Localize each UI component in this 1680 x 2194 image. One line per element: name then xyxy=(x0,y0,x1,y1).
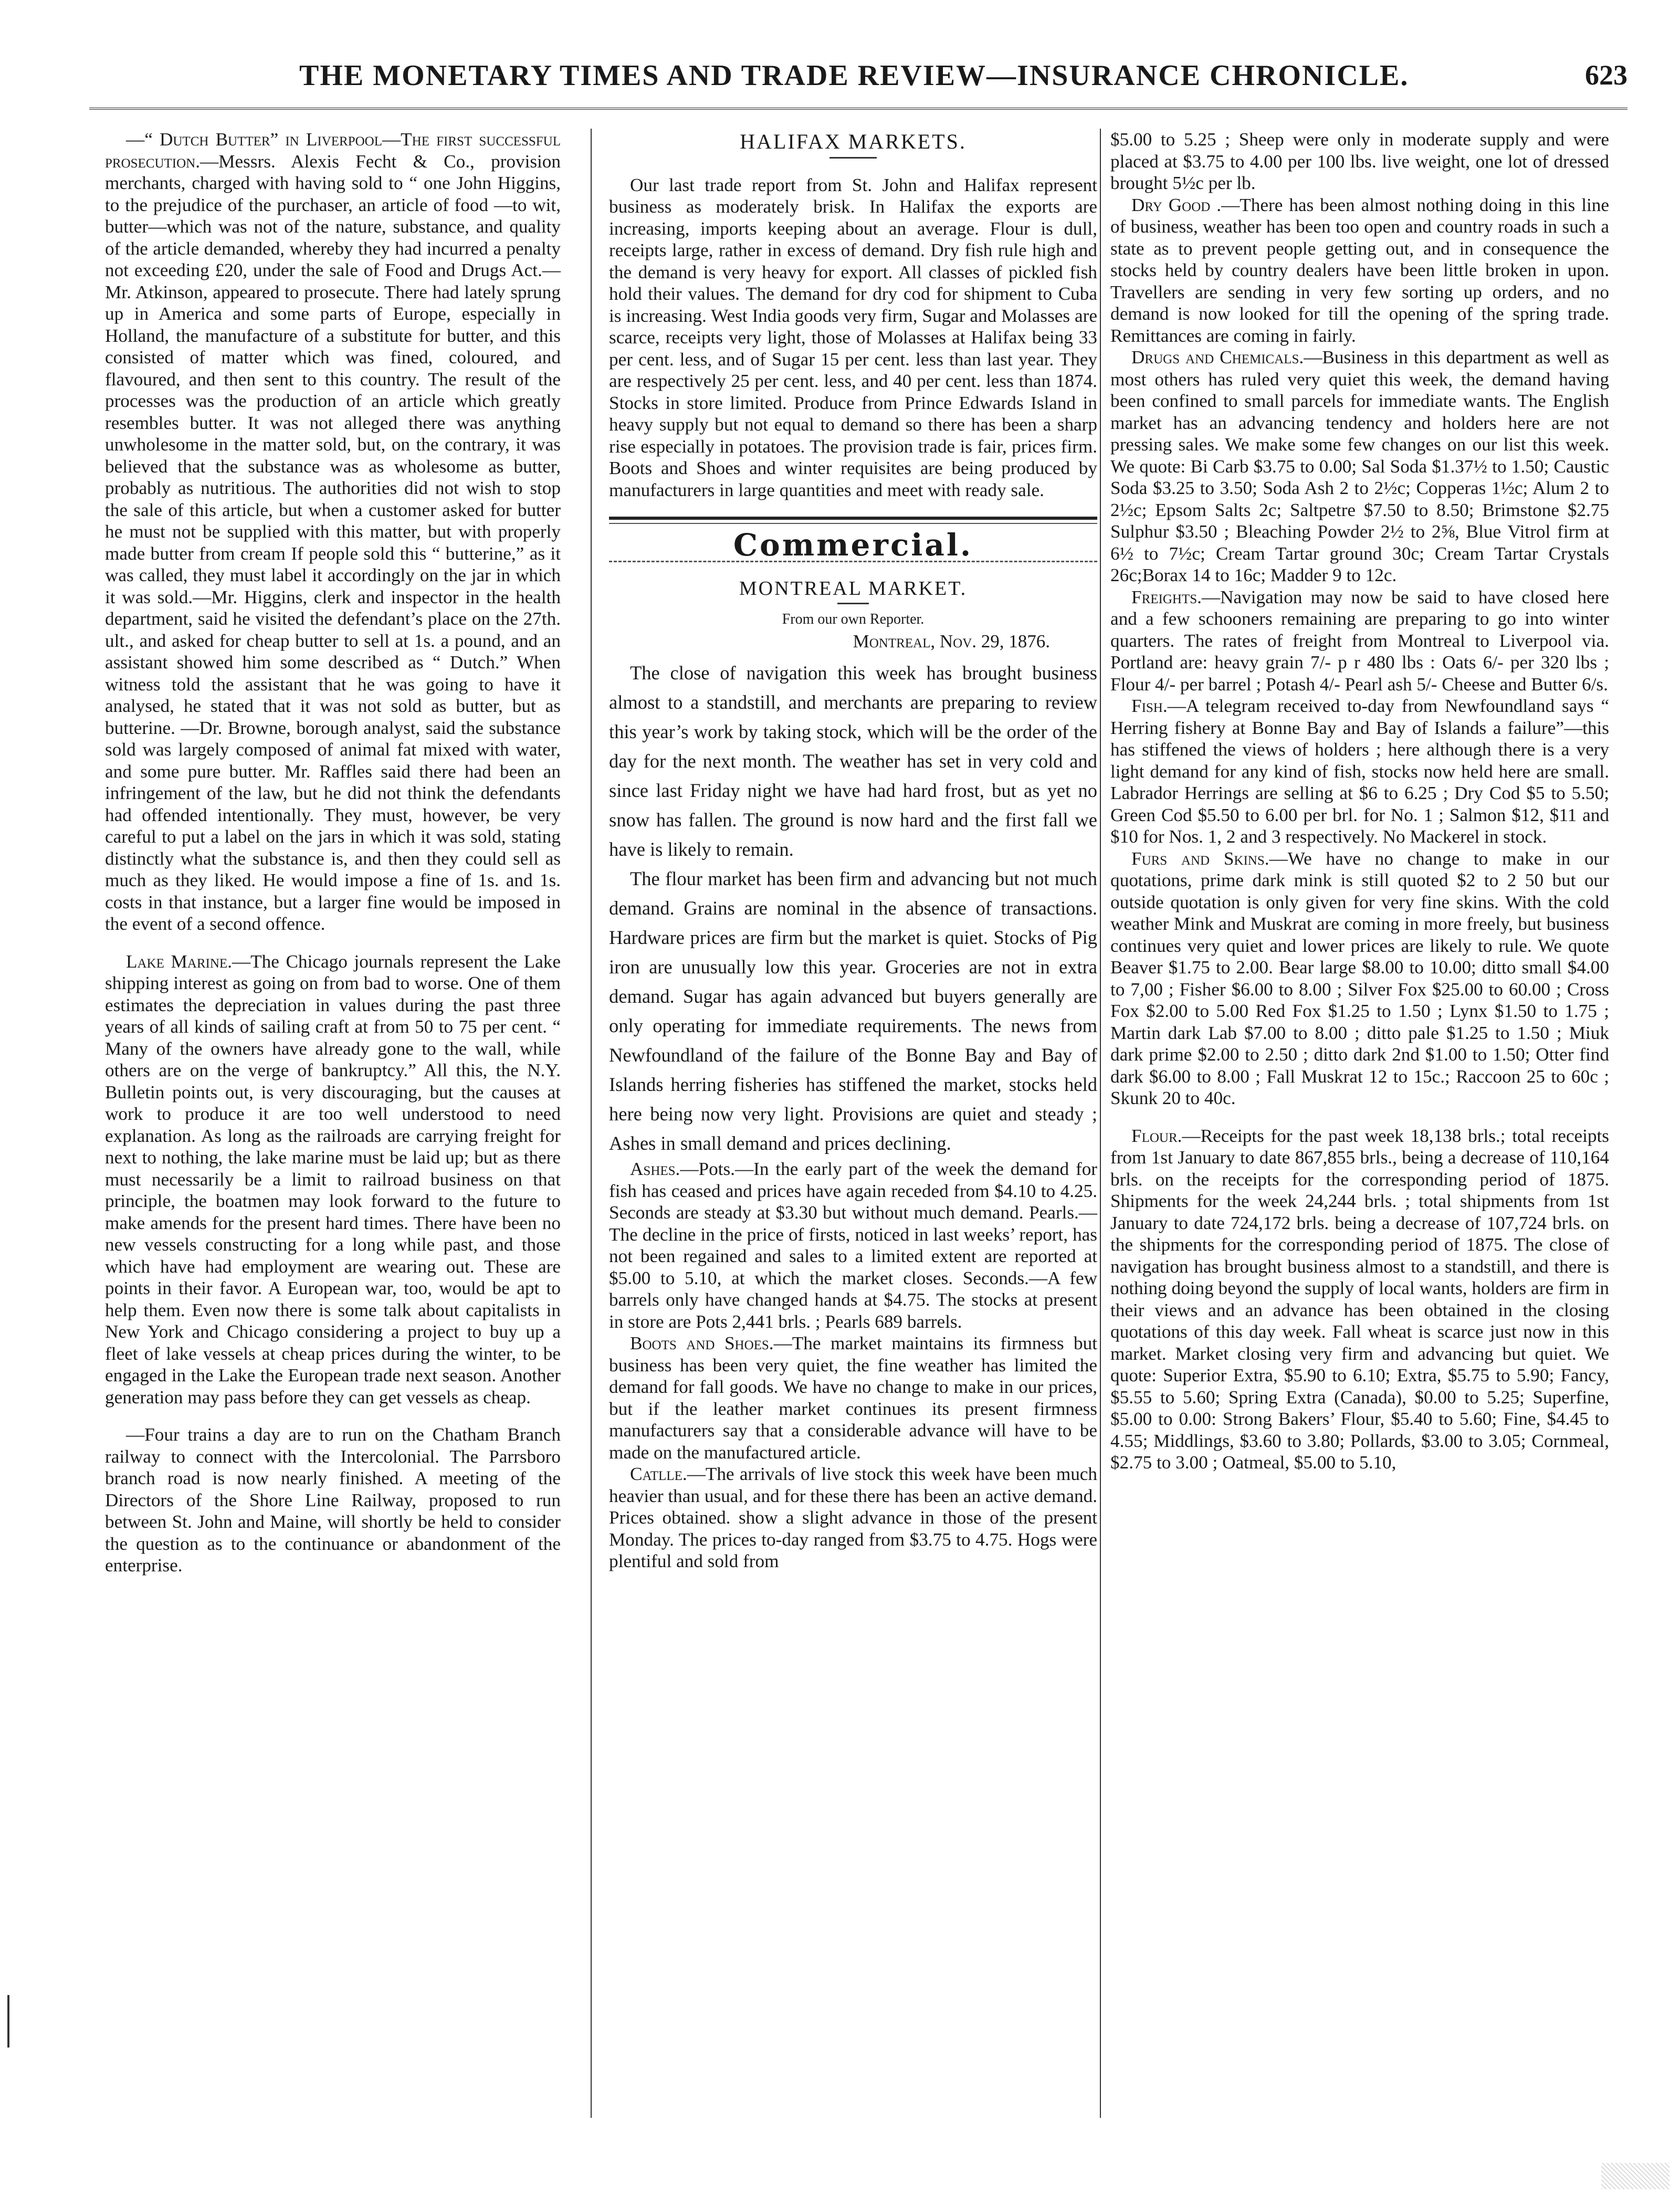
short-rule xyxy=(830,157,877,159)
page-header xyxy=(89,59,1628,106)
margin-mark xyxy=(7,1995,9,2048)
column-right xyxy=(1110,129,1609,2126)
report-text: —Pots.—In the early part of the week the demand for fish has ceased and prices have again receded from $4.10 to 4.25. Seconds are steady at $3.30 but without much demand. Pearls.—The decline in the price of firsts, noticed in last weeks’ report, has not been regained and sales to a limited extent are reported at $5.00 to 5.10, at which the market closes. Seconds.—A few barrels only have changed hands at $4.75. The stocks at present in store are Pots 2,441 brls. ; Pearls 689 barrels. xyxy=(609,1159,1097,1332)
column-left xyxy=(105,129,561,2126)
report-lead: Flour. xyxy=(1131,1125,1182,1146)
article-text: Messrs. Alexis Fecht & Co., provision merchants, charged with having sold to “ one John Higgins, to the prejudice of the purchaser, an article of food —to wit, butter—which was not of the nature, substance, and quality of the article demanded, whereby they had incurred a penalty not exceeding £20, under the sale of Food and Drugs Act.—Mr. Atkinson, appeared to prosecute. There had lately sprung up in America and some parts of Europe, especially in Holland, the manufacture of a substitute for butter, and this consisted of matter which was fined, coloured, and flavoured, and then sent to this country. The result of the processes was the production of an article which greatly resembles butter. It was not alleged there was anything unwholesome in the matter sold, but, on the contrary, it was believed that the substance was as wholesome as butter, probably as nutritious. The authorities did not wish to stop the sale of this article, but when a customer asked for butter he must not be supplied with this matter, but with properly made butter from cream If people sold this “ butterine,” as it was called, they must label it accordingly on the jar in which it was sold.—Mr. Higgins, clerk and inspector in the health department, said he visited the defendant’s place on the 27th. ult., and asked for cheap butter to sell at 1s. a pound, and an assistant showed him some described as “ Dutch.” When witness told the assistant that he was going to have it analysed, he stated that it was not sold as butter, but as butterine. —Dr. Browne, borough analyst, said the substance sold was largely composed of animal fat mixed with water, and some pure butter. Mr. Raffles said there had been an infringement of the law, but he did not think the defendants had offended intentionally. They must, however, be very careful to put a label on the jars in which it was sold, stating distinctly what the substance is, and then they could sell as much as they liked. He would impose a fine of 1s. and 1s. costs in that instance, but a larger fine would be imposed in the event of a second offence. xyxy=(105,151,561,934)
montreal-heading: MONTREAL MARKET. xyxy=(739,577,968,600)
article-lead: —“ Dutch Butter” in Liverpool—The first successful prosecution.— xyxy=(105,129,561,172)
report-lead: Boots and Shoes. xyxy=(630,1333,774,1353)
report-text: —The market maintains its firmness but business has been very quiet, the fine weather has limited the demand for fall goods. We have no change to make in our prices, but if the leather market continues its present firmness manufacturers say that a considerable advance will have to be made on the manufactured article. xyxy=(609,1333,1097,1463)
scan-artifact xyxy=(1601,2163,1670,2189)
report-lead: Freights. xyxy=(1131,586,1202,607)
report-lead: Ashes. xyxy=(630,1159,680,1179)
report-lead: Dry Good . xyxy=(1131,194,1222,215)
article-lake-marine xyxy=(105,951,561,1409)
report-lead: Furs and Skins. xyxy=(1131,848,1269,869)
report-text: —There has been almost nothing doing in this line of business, weather has been too open and country roads in such a state as to prevent people getting out, and in consequence the stocks held by country dealers have been little broken in upon. Travellers are sending in very few sorting up orders, and no demand is now looked for till the opening of the spring trade. Remittances are coming in fairly. xyxy=(1110,194,1610,346)
column-divider xyxy=(1100,129,1101,2118)
flour-report xyxy=(1110,1125,1609,1474)
byline: From our own Reporter. xyxy=(782,611,925,627)
section-rule xyxy=(609,523,1097,524)
header-rule xyxy=(89,108,1628,110)
article-text: —The Chicago journals represent the Lake shipping interest as going on from bad to worse. One of them estimates the depreciation in values during the past three years of all kinds of sailing craft at from 50 to 75 per cent. “ Many of the owners have already gone to the wall, while others are on the verge of bankruptcy.” All this, the N.Y. Bulletin points out, is very discouraging, but the causes at work to produce it are too well understood to need explanation. As long as the railroads are carrying freight for next to nothing, the lake marine must be laid up; but as there must necessarily be a limit to railroad business on that principle, the boatmen may look forward to the future to make amends for the present hard times. There have been no new vessels constructing for a long while past, and those which have had employment are wearing out. These are points in their favor. A European war, too, would be apt to help them. Even now there is some talk about capitalists in New York and Chicago considering a project to buy up a fleet of lake vessels at cheap prices during the winter, to be engaged in the Lake the European trade next season. Another generation may pass before they can get vessels as cheap. xyxy=(105,951,561,1408)
article-dutch-butter xyxy=(105,129,561,935)
continued-text: $5.00 to 5.25 ; Sheep were only in moderate supply and were placed at $3.75 to 4.00 per 100 lbs. live weight, one lot of dressed brought 5½c per lb. xyxy=(1110,129,1609,193)
report-text: —A telegram received to-day from Newfoundland says “ Herring fishery at Bonne Bay and Bay of Islands a failure”—this has stiffened the views of holders ; here although there is a very light demand for any kind of fish, stocks now held here are small. Labrador Herrings are selling at $6 to 6.25 ; Dry Cod $5 to 5.50; Green Cod $5.50 to 6.00 per brl. for No. 1 ; Salmon $12, $11 and $10 for Nos. 1, 2 and 3 respectively. No Mackerel in stock. xyxy=(1110,696,1609,847)
dateline: Montreal, Nov. 29, 1876. xyxy=(853,631,1050,652)
report-text: —We have no change to make in our quotations, prime dark mink is still quoted $2 to 2 50 but our outside quotation is only given for very fine skins. With the cold weather Mink and Muskrat are coming in more freely, but business continues very quiet and lower prices are likely to rule. We quote Beaver $1.75 to 2.00. Bear large $8.00 to 10.00; ditto small $4.00 to 7,00 ; Fisher $6.00 to 8.00 ; Silver Fox $25.00 to 60.00 ; Cross Fox $2.00 to 5.00 Red Fox $1.25 to 1.50 ; Lynx $1.50 to 1.75 ; Martin dark Lab $7.00 to 8.00 ; ditto pale $1.25 to 1.50 ; Miuk dark prime $2.00 to 2.50 ; ditto dark 2nd $1.00 to 1.50; Otter find dark $6.00 to 8.00 ; Fall Muskrat 12 to 15c.; Raccoon 25 to 60c ; Skunk 20 to 40c. xyxy=(1110,848,1609,1108)
boots-report xyxy=(609,1332,1097,1463)
report-lead: Drugs and Chemicals. xyxy=(1131,347,1304,368)
short-rule xyxy=(837,603,869,604)
section-rule xyxy=(609,517,1097,520)
furs-report xyxy=(1110,848,1609,1109)
cattle-report xyxy=(609,1463,1097,1572)
commercial-heading: Commercial. xyxy=(733,527,973,563)
report-lead: Fish. xyxy=(1131,696,1168,716)
halifax-text: Our last trade report from St. John and Halifax represent business as moderately brisk. In Halifax the exports are increasing, imports keeping about an average. Flour is dull, receipts large, rather in excess of demand. Dry fish rule high and the demand is very heavy for export. All classes of pickled fish hold their values. The demand for dry cod for shipment to Cuba is increasing. West India goods very firm, Sugar and Molasses are scarce, receipts very light, those of Molasses at Halifax being 33 per cent. less, and of Sugar 15 per cent. less than last year. They are respectively 25 per cent. less, and 40 per cent. less than 1874. Stocks in store limited. Produce from Prince Edwards Island in heavy supply but not equal to demand so there has been a sharp rise especially in potatoes. The provision trade is fair, prices firm. Boots and Shoes and winter requisites are being produced by manufacturers in large quantities and meet with ready sale. xyxy=(609,174,1097,500)
ashes-report xyxy=(609,1158,1097,1332)
report-text: —Navigation may now be said to have closed here and a few schooners remaining are preparing to go into winter quarters. The rates of freight from Montreal to Liverpool via. Portland are: heavy grain 7/- p r 480 lbs : Oats 6/- per 320 lbs ; Flour 4/- per barrel ; Potash 4/- Pearl ash 5/- Cheese and Butter 6/s. xyxy=(1110,586,1609,695)
fish-report xyxy=(1110,695,1609,848)
page-number: 623 xyxy=(1585,59,1628,91)
report-text: —Business in this department as well as most others has ruled very quiet this week, the demand having been confined to small parcels for immediate wants. The English market has an advancing tendency and holders here are not pressing sales. We make some few changes on our list this week. We quote: Bi Carb $3.75 to 0.00; Sal Soda $1.37½ to 1.50; Caustic Soda $3.25 to 3.50; Soda Ash 2 to 2½c; Copperas 1½c; Alum 2 to 2½c; Epsom Salts 2c; Saltpetre $7.50 to 8.50; Brimstone $2.75 Sulphur $3.50 ; Bleaching Powder 2½ to 2⅝, Blue Vitrol firm at 6½ to 7½c; Cream Tartar ground 30c; Cream Tartar Crystals 26c;Borax 14 to 16c; Madder 9 to 12c. xyxy=(1110,347,1609,585)
drugs-report xyxy=(1110,347,1609,586)
column-middle xyxy=(609,129,1097,2126)
report-text: —Receipts for the past week 18,138 brls.; total receipts from 1st January to date 867,855 brls., being a decrease of 110,164 brls. on the receipts for the corresponding period of 1875. Shipments for the week 24,244 brls. ; total shipments from 1st January to date 724,172 brls. being a decrease of 107,724 brls. on the shipments for the corresponding period of 1875. The close of navigation has brought business almost to a standstill, and there is nothing doing beyond the supply of local wants, holders are firm in their views and an advance has been obtained in the closing quotations of this day week. Fall wheat is scarce just now in this market. Market closing very firm and advancing but quiet. We quote: Superior Extra, $5.90 to 6.10; Extra, $5.75 to 5.90; Fancy, $5.55 to 5.60; Spring Extra (Canada), $0.00 to 5.25; Superfine, $5.00 to 0.00: Strong Bakers’ Flour, $5.40 to 5.60; Fine, $4.45 to 4.55; Middlings, $3.60 to 3.80; Pollards, $3.00 to 3.05; Cornmeal, $2.75 to 3.00 ; Oatmeal, $5.00 to 5.10, xyxy=(1110,1125,1609,1473)
report-lead: Catlle. xyxy=(630,1464,687,1484)
market-paragraph: The close of navigation this week has brought business almost to a standstill, and merchants are preparing to review this year’s work by taking stock, which will be the order of the day for the next month. The weather has set in very cold and since last Friday night we have had hard frost, but as yet no snow has fallen. The ground is now hard and the first fall we have is likely to remain. xyxy=(609,662,1097,860)
freights-report xyxy=(1110,586,1609,696)
column-divider xyxy=(591,129,592,2118)
article-lead: Lake Marine. xyxy=(126,951,232,972)
halifax-heading: HALIFAX MARKETS. xyxy=(740,130,967,153)
article-trains: —Four trains a day are to run on the Chatham Branch railway to connect with the Intercolonial. The Parrsboro branch road is now nearly finished. A meeting of the Directors of the Shore Line Railway, proposed to run between St. John and Maine, will shortly be held to consider the question as to the continuance or abandonment of the enterprise. xyxy=(105,1424,561,1576)
running-title: THE MONETARY TIMES AND TRADE REVIEW—INSURANCE CHRONICLE. xyxy=(299,59,1409,92)
market-paragraph: The flour market has been firm and advancing but not much demand. Grains are nominal in the absence of transactions. Hardware prices are firm but the market is quiet. Stocks of Pig iron are unusually low this year. Groceries are not in extra demand. Sugar has again advanced but buyers generally are only operating for immediate requirements. The news from Newfoundland of the failure of the Bonne Bay and Bay of Islands herring fisheries has stiffened the market, stocks held here being now very light. Provisions are quiet and steady ; Ashes in small demand and prices declining. xyxy=(609,868,1097,1154)
dry-goods-report xyxy=(1110,194,1609,347)
report-text: —The arrivals of live stock this week have been much heavier than usual, and for these there has been an active demand. Prices obtained. show a slight advance in those of the present Monday. The prices to-day ranged from $3.75 to 4.75. Hogs were plentiful and sold from xyxy=(609,1464,1097,1571)
